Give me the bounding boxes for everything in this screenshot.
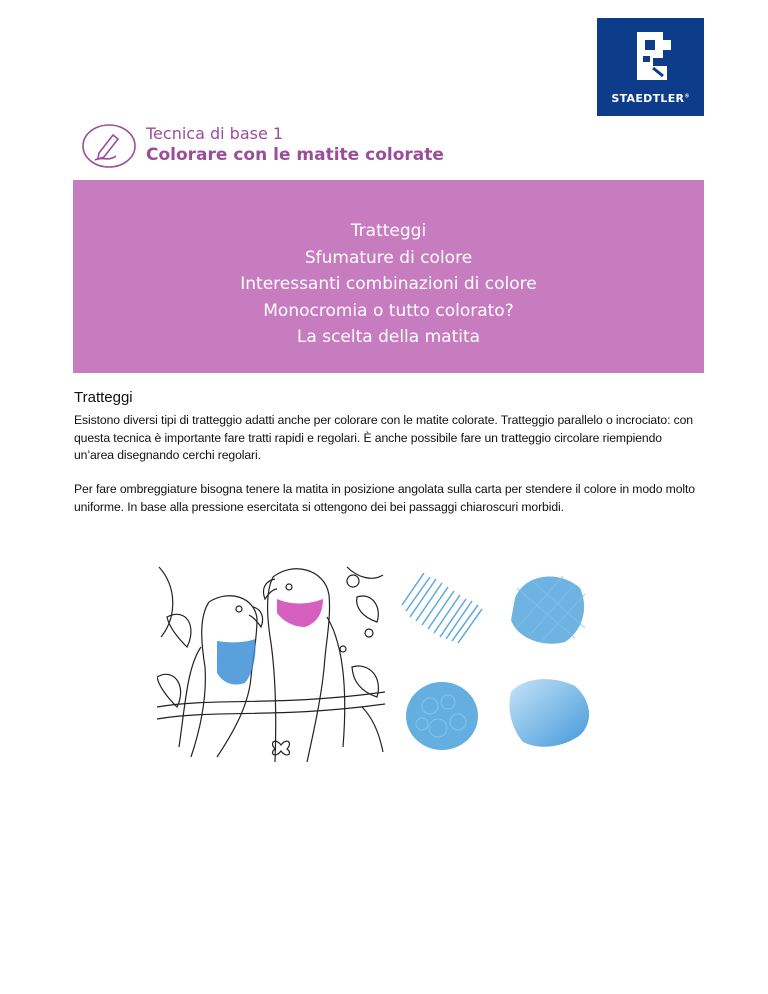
- circular-hatching-swatch: [402, 678, 484, 756]
- parrots-drawing: [157, 557, 385, 762]
- shading-swatch: [505, 672, 597, 754]
- topic-item: Tratteggi: [350, 221, 427, 241]
- topic-item: La scelta della matita: [296, 327, 481, 347]
- parrots-illustration: [157, 557, 385, 762]
- pencil-circle-icon: [80, 122, 136, 170]
- topic-item: Interessanti combinazioni di colore: [240, 274, 537, 294]
- technique-title: Colorare con le matite colorate: [146, 145, 444, 165]
- topics-banner: [73, 180, 704, 373]
- section-heading: Tratteggi: [74, 389, 133, 406]
- paragraph: Esistono diversi tipi di tratteggio adatti anche per colorare con le matite colorate. Tratteggio parallelo o incrociato: con questa tecnica è importante fare tratti rapidi e regolari. È anche possibile fare un tratteggio circolare riempiendo un’area disegnando cerchi regolari.: [74, 413, 693, 462]
- brand-name: STAEDTLER: [611, 92, 685, 105]
- brand-registered-mark: ®: [684, 93, 690, 100]
- topics-list: [73, 218, 704, 351]
- staedtler-logo: [597, 18, 704, 116]
- parallel-hatching-swatch: [396, 565, 491, 645]
- technique-subtitle: Tecnica di base 1: [146, 124, 284, 143]
- topic-item: Sfumature di colore: [304, 247, 473, 268]
- staedtler-helmet-icon: [623, 28, 679, 84]
- paragraph: Per fare ombreggiature bisogna tenere la matita in posizione angolata sulla carta per stendere il colore in modo molto uniforme. In base alla pressione esercitata si ottengono dei bei passaggi chiaroscuri morbidi.: [74, 482, 695, 514]
- cross-hatching-swatch: [505, 568, 590, 648]
- topic-item: Monocromia o tutto colorato?: [263, 300, 514, 321]
